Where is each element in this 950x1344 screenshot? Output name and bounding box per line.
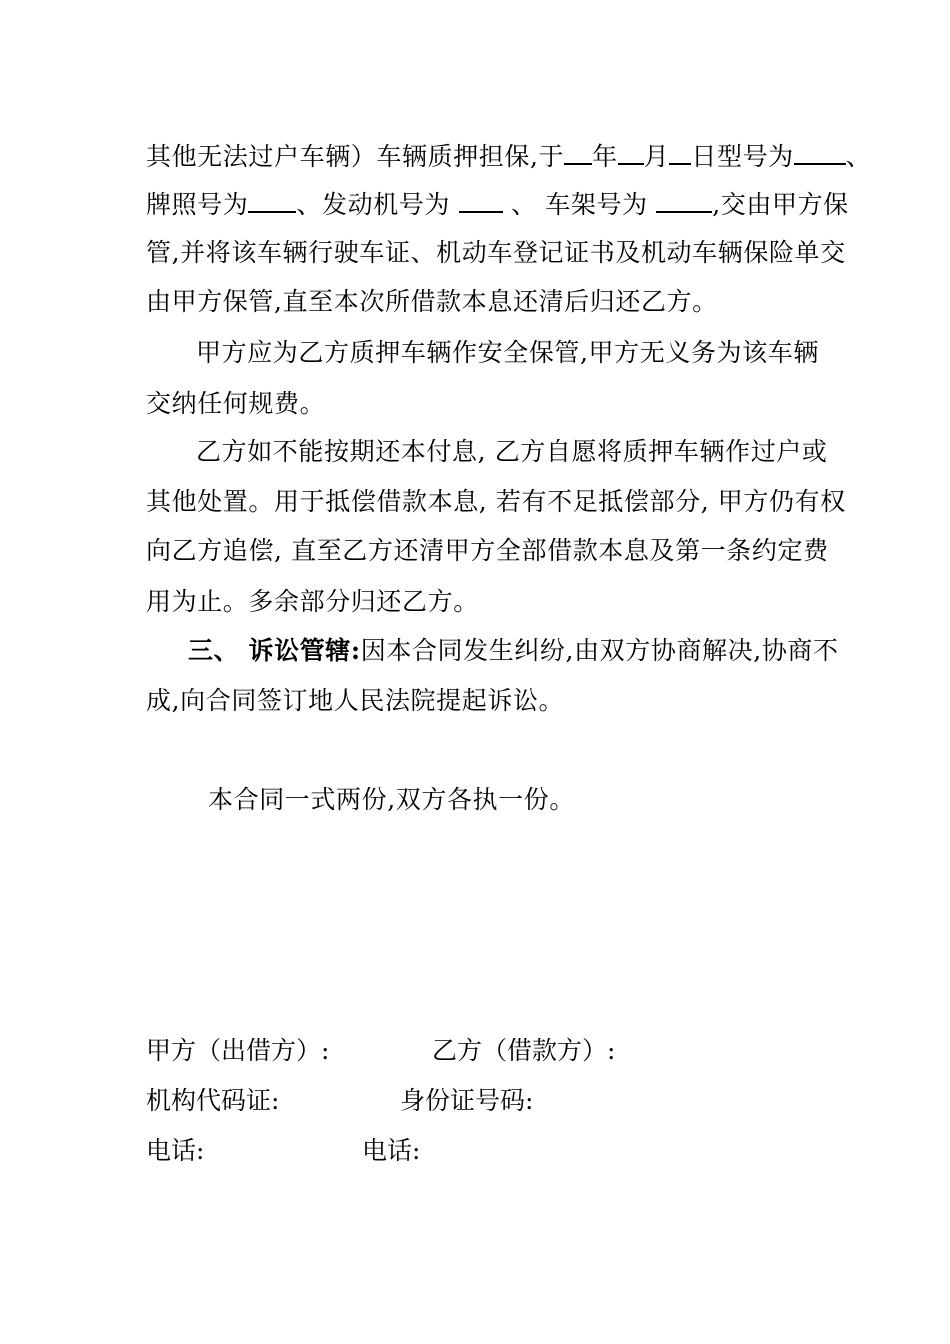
blank-engine — [459, 189, 503, 213]
text-segment: 、 车架号为 — [502, 190, 657, 219]
text-segment: 、发动机号为 — [296, 190, 459, 219]
text-segment: 年 — [592, 142, 618, 171]
paragraph-4-line-2: 成,向合同签订地人民法院提起诉讼。 — [146, 686, 565, 715]
blank-model — [794, 141, 846, 165]
paragraph-1-line-1 — [146, 141, 871, 172]
text-segment: 因本合同发生纠纷,由双方协商解决,协商不 — [360, 636, 839, 665]
text-segment: 其他无法过户车辆）车辆质押担保,于 — [146, 142, 565, 171]
paragraph-3-line-4: 用为止。多余部分归还乙方。 — [146, 587, 479, 616]
org-code-label: 机构代码证: — [146, 1086, 280, 1115]
text-segment: ,交由甲方保 — [712, 190, 849, 219]
text-segment: 日型号为 — [691, 142, 794, 171]
paragraph-3-line-2: 其他处置。用于抵偿借款本息, 若有不足抵偿部分, 甲方仍有权 — [146, 487, 846, 516]
blank-day — [669, 141, 691, 165]
paragraph-1-line-4: 由甲方保管,直至本次所借款本息还清后归还乙方。 — [146, 287, 718, 316]
blank-year — [564, 141, 592, 165]
paragraph-4-line-1 — [188, 636, 839, 666]
id-number-label: 身份证号码: — [400, 1086, 534, 1115]
party-a-label: 甲方（出借方）: — [146, 1036, 330, 1065]
paragraph-1-line-3: 管,并将该车辆行驶车证、机动车登记证书及机动车辆保险单交 — [146, 238, 846, 267]
paragraph-2-line-2: 交纳任何规费。 — [146, 389, 326, 418]
blank-month — [618, 141, 644, 165]
blank-plate — [248, 189, 296, 213]
paragraph-1-line-2 — [146, 189, 849, 220]
section-heading: 三、 诉讼管辖: — [188, 636, 361, 665]
text-segment: 月 — [643, 142, 670, 171]
blank-frame — [656, 189, 712, 213]
paragraph-3-line-3: 向乙方追偿, 直至乙方还清甲方全部借款本息及第一条约定费 — [146, 536, 829, 565]
paragraph-3-line-1: 乙方如不能按期还本付息, 乙方自愿将质押车辆作过户或 — [196, 437, 828, 466]
paragraph-2-line-1: 甲方应为乙方质押车辆作安全保管,甲方无义务为该车辆 — [196, 338, 819, 367]
closing-statement: 本合同一式两份,双方各执一份。 — [208, 785, 575, 814]
phone-b-label: 电话: — [362, 1136, 421, 1165]
text-segment: 牌照号为 — [146, 190, 249, 219]
text-segment: 、 — [845, 142, 872, 171]
phone-a-label: 电话: — [146, 1136, 205, 1165]
party-b-label: 乙方（借款方）: — [432, 1036, 616, 1065]
